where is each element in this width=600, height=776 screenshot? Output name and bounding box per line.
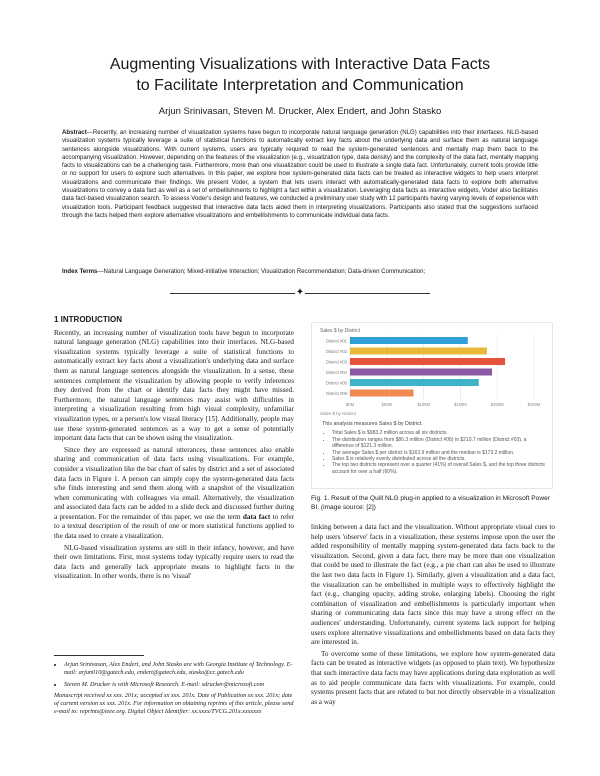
- category-label: District #04: [326, 370, 347, 375]
- intro-p2-text: Since they are expressed as natural utterances, these sentences also enable sharing and communication of data facts using visualizations. For example, consider a visualization like the bar chart of sales by district and a set of associated data facts in Figure 1. A person can simply copy the system-generated data facts s/he finds interesting and send them along with a snapshot of the visualization when communicating with colleagues via email. Alternatively, the visualization and associated data facts can be added to a slide deck and discussed further during a presentation. For the remainder of this paper, we use the term: [54, 445, 294, 521]
- intro-paragraph-2: [54, 446, 294, 542]
- intro-p2-bold-term: data fact: [242, 512, 271, 521]
- left-column: [54, 315, 294, 584]
- bar-district-02[interactable]: [350, 348, 487, 355]
- x-tick-label: $100M: [417, 402, 431, 407]
- chart-subtitle: Sales $ by District: [320, 411, 357, 416]
- footnote-rule: [54, 655, 144, 656]
- bar-district-06[interactable]: [350, 390, 414, 397]
- figure-analysis-text: [322, 421, 546, 475]
- abstract: [62, 129, 538, 220]
- analysis-bullet: • The top two districts represent over a quarter (41%) of overall Sales $, and the top three districts account for over a half (60%).: [332, 462, 546, 475]
- figure-1: [311, 322, 553, 489]
- bar-chart: [312, 323, 552, 419]
- analysis-heading: This analysis measures Sales $ by District.: [322, 421, 423, 427]
- index-terms: [62, 268, 538, 275]
- category-label: District #03: [326, 359, 347, 365]
- intro-paragraph-3: NLG-based visualization systems are still in their infancy, however, and have their own limitations. First, most systems today typically require users to read the data facts and generally lack appropriate means to highlight facts in the visualization. In other words, there is no 'visual': [54, 543, 294, 581]
- bar-district-01[interactable]: [350, 337, 468, 344]
- bar-district-04[interactable]: [350, 369, 492, 376]
- chart-title: Sales $ by District: [320, 328, 361, 334]
- index-terms-label: Index Terms: [62, 268, 98, 275]
- x-tick-label: $200M: [490, 402, 504, 407]
- footnote-affiliation-2: • Steven M. Drucker is with Microsoft Research. E-mail: sdrucker@microsoft.com: [64, 681, 294, 689]
- right-paragraph-2: To overcome some of these limitations, we explore how system-generated data facts can be treated as interactive widgets (as opposed to plain text). We hypothesize that such interactive data facts may have applications during data exploration as well as to aid people communicate data facts with visualizations. For example, could systems present facts that are related to but not directly observable in a visualization as a way: [311, 649, 555, 706]
- paper-title-line1: Augmenting Visualizations with Interactive Data Facts: [109, 56, 491, 73]
- category-label: District #06: [326, 391, 347, 396]
- category-label: District #05: [326, 380, 347, 386]
- analysis-bullet: • Sales $ is relatively evenly distributed across all the districts.: [332, 456, 546, 462]
- footnotes: [54, 655, 294, 717]
- bar-district-03[interactable]: [350, 358, 505, 365]
- category-label: District #02: [326, 349, 347, 354]
- bar-district-05[interactable]: [350, 379, 479, 386]
- right-paragraph-1: linking between a data fact and the visualization. Without appropriate visual cues to help users 'observe' facts in a visualization, these systems impose upon the user the added responsibility of mentally mapping system-generated data facts back to the visualization. Second, given a data fact, there may be more than one visualization that could be used to illustrate the fact (e.g., a pie chart can also be used to illustrate the last two data facts in Figure 1). Similarly, given a visualization and a data fact, the visualization can be embellished in multiple ways to effectively highlight the fact (e.g., changing opacity, adding stroke, enlarging labels). Choosing the right combination of visualization and embellishments is particularly important when sharing or communicating data facts since this may have a strong effect on the audiences' understanding. Unfortunately, current systems lack support for helping users explore alternative visualizations and embellishments based on data facts they are interested in.: [311, 523, 555, 647]
- index-terms-text: —Natural Language Generation; Mixed-initiative Interaction; Visualization Recommendation; Data-driven Communication;: [97, 268, 426, 275]
- paper-title-line2: to Facilitate Interpretation and Communication: [136, 77, 464, 94]
- x-tick-label: $50M: [381, 402, 393, 407]
- intro-p2-end: to refer to a textual description of the result of one or more statistical functions applied to the data used to create a visualization.: [54, 512, 295, 541]
- analysis-bullet: • Total Sales $ is $983.2 million across all six districts.: [332, 430, 546, 436]
- intro-heading: 1 INTRODUCTION: [54, 315, 122, 324]
- category-label: District #01: [326, 338, 347, 344]
- footnote-affiliation-1: • Arjun Srinivasan, Alex Endert, and John Stasko are with Georgia Institute of Technology. E-mail: arjun010@gatech.edu, endert@gatech.edu, stasko@cc.gatech.edu: [64, 661, 294, 678]
- x-tick-label: $0M: [345, 402, 355, 407]
- right-column: [311, 523, 555, 709]
- abstract-label: Abstract: [62, 129, 87, 136]
- divider-diamond-icon: ✦: [295, 287, 305, 298]
- analysis-bullet: • The distribution ranges from $86.3 million (District #06) to $210.7 million (District #03), a difference of $121.3 million.: [332, 437, 546, 450]
- x-tick-label: $250M: [527, 402, 541, 407]
- author-list: Arjun Srinivasan, Steven M. Drucker, Alex Endert, and John Stasko: [158, 106, 442, 117]
- analysis-bullet: • The average Sales $ per district is $163.9 million and the median is $173.2 million.: [332, 450, 546, 456]
- figure-caption: Fig. 1. Result of the Quill NLG plug-in applied to a visualization in Microsoft Power BI. (image source: [2]): [311, 495, 550, 511]
- x-tick-label: $150M: [453, 402, 467, 407]
- footnote-manuscript-info: Manuscript received xx xxx. 201x; accepted xx xxx. 201x. Date of Publication xx xxx. 201x; date of current version xx xxx. 201x. For information on obtaining reprints of this article, please send e-mail to: reprints@ieee.org. Digital Object Identifier: xx.xxxx/TVCG.201x.xxxxxxx: [54, 691, 294, 716]
- abstract-text: —Recently, an increasing number of visualization systems have begun to incorporate natural language generation (NLG) capabilities into their interfaces. NLG-based visualization systems typically leverage a suite of statistical functions to automatically extract key facts about the underlying data and surface them as natural language sentences alongside visualizations. With current systems, users are typically required to read the system-generated sentences and mentally map them back to the accompanying visualization. However, depending on the features of the visualization (e.g., visualization type, data density) and the complexity of the data fact, mentally mapping facts to visualizations can be a challenging task. Furthermore, more than one visualization could be used to illustrate a single data fact. Unfortunately, current tools provide little or no support for users to explore such alternatives. In this paper, we explore how system-generated data facts can be treated as interactive widgets to help users interpret visualizations and communicate their findings. We present Voder, a system that lets users interact with automatically-generated data facts to explore both alternative visualizations to convey a data fact as well as a set of embellishments to highlight a fact within a visualization. Leveraging data facts as interactive widgets, Voder also facilitates data fact-based visualization search. To assess Voder's design and features, we conducted a preliminary user study with 12 participants having varying levels of experience with visualization tools. Participant feedback suggested that interactive data facts aided them in interpreting visualizations. Participants also stated that the suggestions surfaced through the facts helped them explore alternative visualizations and embellishments to communicate individual data facts.: [62, 129, 538, 219]
- intro-paragraph-1: Recently, an increasing number of visualization tools have begun to incorporate natural language generation (NLG) capabilities into their interfaces. NLG-based visualization systems typically leverage a suite of statistical functions to automatically extract key facts about a visualization's underlying data and surface them as natural language sentences alongside the visualization. In a sense, these sentences complement the visualization by allowing people to verify inferences they derived from the chart or identify data facts they might have missed. Furthermore, the natural language sentences may assist with difficulties in interpreting a visualization resulting from high visual complexity, unfamiliar visualization types, or a person's low visual literacy [15]. Additionally, people may use these system-generated sentences as a way to get a sense of potentially important data facts that can be shown using the visualization.: [54, 328, 294, 443]
